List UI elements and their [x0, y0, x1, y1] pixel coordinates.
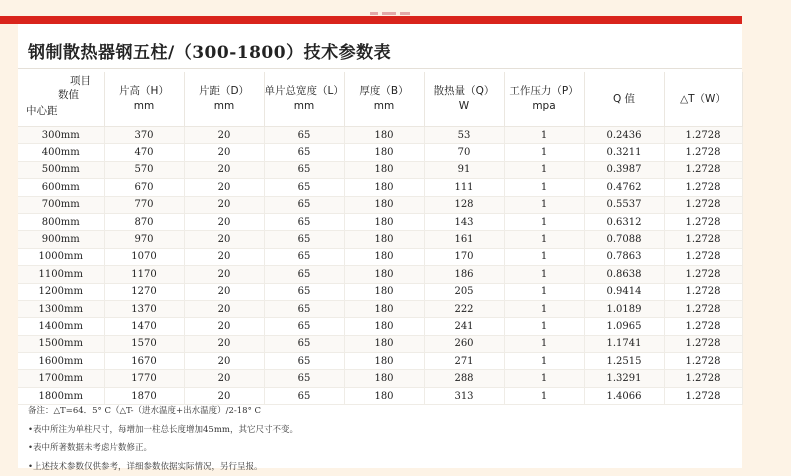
table-cell: 0.4762	[584, 179, 664, 196]
table-cell: 65	[264, 318, 344, 335]
table-row	[18, 127, 742, 144]
table-cell: 180	[344, 248, 424, 265]
table-cell: 111	[424, 179, 504, 196]
table-cell: 970	[104, 231, 184, 248]
table-cell: 1	[504, 266, 584, 283]
table-cell: 1.2728	[664, 387, 742, 404]
table-cell: 20	[184, 370, 264, 387]
center-distance-cell: 500mm	[18, 161, 104, 178]
note-item: •表中所著数据未考虑片数修正。	[28, 439, 298, 458]
center-distance-cell: 1600mm	[18, 353, 104, 370]
table-cell: 180	[344, 370, 424, 387]
table-cell: 65	[264, 196, 344, 213]
table-cell: 1	[504, 127, 584, 144]
table-row	[18, 318, 742, 335]
table-cell: 1	[504, 213, 584, 230]
column-header-name: 片高（H）	[105, 84, 184, 99]
table-cell: 65	[264, 353, 344, 370]
table-cell: 65	[264, 231, 344, 248]
note-item: •表中所注为单柱尺寸，每增加一柱总长度增加45mm，其它尺寸不变。	[28, 421, 298, 440]
table-cell: 1070	[104, 248, 184, 265]
table-cell: 1	[504, 196, 584, 213]
table-cell: 180	[344, 127, 424, 144]
column-header-name: 单片总宽度（L）	[265, 84, 344, 99]
table-cell: 1	[504, 248, 584, 265]
table-cell: 20	[184, 213, 264, 230]
column-header	[104, 72, 184, 127]
table-cell: 20	[184, 179, 264, 196]
table-cell: 20	[184, 144, 264, 161]
table-cell: 0.8638	[584, 266, 664, 283]
table-cell: 0.5537	[584, 196, 664, 213]
table-cell: 1	[504, 300, 584, 317]
center-distance-cell: 1300mm	[18, 300, 104, 317]
table-cell: 370	[104, 127, 184, 144]
center-distance-cell: 1000mm	[18, 248, 104, 265]
center-distance-cell: 1100mm	[18, 266, 104, 283]
note-item: •上述技术参数仅供参考，详细参数依据实际情况，另行呈报。	[28, 458, 298, 476]
table-cell: 180	[344, 144, 424, 161]
table-cell: 180	[344, 196, 424, 213]
table-cell: 0.2436	[584, 127, 664, 144]
table-cell: 1	[504, 144, 584, 161]
table-cell: 20	[184, 300, 264, 317]
table-cell: 288	[424, 370, 504, 387]
table-cell: 1.2728	[664, 213, 742, 230]
table-cell: 186	[424, 266, 504, 283]
column-header	[424, 72, 504, 127]
table-cell: 670	[104, 179, 184, 196]
table-cell: 180	[344, 161, 424, 178]
table-cell: 65	[264, 127, 344, 144]
table-cell: 65	[264, 179, 344, 196]
table-cell: 1	[504, 161, 584, 178]
table-cell: 20	[184, 283, 264, 300]
column-header	[664, 72, 742, 127]
table-cell: 1.2728	[664, 179, 742, 196]
table-cell: 1870	[104, 387, 184, 404]
column-header	[264, 72, 344, 127]
center-distance-cell: 900mm	[18, 231, 104, 248]
table-cell: 0.6312	[584, 213, 664, 230]
table-cell: 1	[504, 231, 584, 248]
table-cell: 20	[184, 266, 264, 283]
column-header	[504, 72, 584, 127]
column-header-name: Q 值	[585, 92, 664, 107]
center-distance-cell: 400mm	[18, 144, 104, 161]
table-cell: 65	[264, 370, 344, 387]
table-cell: 170	[424, 248, 504, 265]
table-cell: 53	[424, 127, 504, 144]
table-cell: 180	[344, 353, 424, 370]
column-header-name: 工作压力（P）	[505, 84, 584, 99]
center-distance-cell: 700mm	[18, 196, 104, 213]
table-cell: 180	[344, 231, 424, 248]
accent-bar	[0, 16, 742, 24]
column-header	[584, 72, 664, 127]
table-cell: 0.7863	[584, 248, 664, 265]
table-cell: 0.7088	[584, 231, 664, 248]
table-cell: 1.2728	[664, 300, 742, 317]
table-cell: 65	[264, 213, 344, 230]
table-cell: 65	[264, 283, 344, 300]
table-cell: 1.2728	[664, 318, 742, 335]
table-cell: 0.9414	[584, 283, 664, 300]
table-cell: 1.2728	[664, 161, 742, 178]
table-cell: 1270	[104, 283, 184, 300]
table-cell: 20	[184, 335, 264, 352]
table-cell: 20	[184, 127, 264, 144]
table-cell: 1.2728	[664, 353, 742, 370]
table-cell: 1.2728	[664, 266, 742, 283]
table-cell: 470	[104, 144, 184, 161]
table-cell: 313	[424, 387, 504, 404]
table-cell: 161	[424, 231, 504, 248]
table-cell: 65	[264, 161, 344, 178]
spec-table	[18, 72, 743, 405]
table-cell: 65	[264, 266, 344, 283]
column-header-unit: W	[425, 99, 504, 114]
table-row	[18, 179, 742, 196]
table-row	[18, 266, 742, 283]
table-cell: 1.1741	[584, 335, 664, 352]
column-header-unit: mm	[185, 99, 264, 114]
table-cell: 180	[344, 335, 424, 352]
center-distance-cell: 1400mm	[18, 318, 104, 335]
table-cell: 1570	[104, 335, 184, 352]
table-cell: 241	[424, 318, 504, 335]
column-header-name: 散热量（Q）	[425, 84, 504, 99]
table-row	[18, 231, 742, 248]
column-header-name: 片距（D）	[185, 84, 264, 99]
table-cell: 1	[504, 353, 584, 370]
table-cell: 570	[104, 161, 184, 178]
table-row	[18, 370, 742, 387]
notes	[28, 402, 298, 476]
table-cell: 180	[344, 213, 424, 230]
table-cell: 1.3291	[584, 370, 664, 387]
table-row	[18, 353, 742, 370]
table-cell: 20	[184, 387, 264, 404]
table-cell: 20	[184, 353, 264, 370]
table-header-row	[18, 72, 742, 127]
table-cell: 1.0189	[584, 300, 664, 317]
table-cell: 1.2728	[664, 370, 742, 387]
table-row	[18, 248, 742, 265]
table-cell: 1	[504, 179, 584, 196]
table-cell: 1.0965	[584, 318, 664, 335]
table-cell: 20	[184, 196, 264, 213]
column-header-unit: mm	[265, 99, 344, 114]
corner-header	[18, 72, 104, 127]
title-divider	[18, 68, 742, 69]
page-title: 钢制散热器钢五柱/（300-1800）技术参数表	[28, 38, 391, 63]
table-cell: 180	[344, 283, 424, 300]
table-row	[18, 144, 742, 161]
corner-label-value: 数值	[58, 88, 79, 103]
table-cell: 1	[504, 387, 584, 404]
center-distance-cell: 1700mm	[18, 370, 104, 387]
table-cell: 180	[344, 318, 424, 335]
center-distance-cell: 1800mm	[18, 387, 104, 404]
table-cell: 1.2728	[664, 231, 742, 248]
table-cell: 1170	[104, 266, 184, 283]
table-cell: 65	[264, 387, 344, 404]
table-cell: 1770	[104, 370, 184, 387]
table-cell: 1.2515	[584, 353, 664, 370]
table-row	[18, 161, 742, 178]
table-cell: 143	[424, 213, 504, 230]
table-cell: 1.2728	[664, 127, 742, 144]
table-cell: 65	[264, 144, 344, 161]
center-distance-cell: 1200mm	[18, 283, 104, 300]
center-distance-cell: 600mm	[18, 179, 104, 196]
center-distance-cell: 300mm	[18, 127, 104, 144]
table-cell: 1670	[104, 353, 184, 370]
table-row	[18, 283, 742, 300]
center-distance-cell: 800mm	[18, 213, 104, 230]
table-cell: 20	[184, 231, 264, 248]
table-cell: 180	[344, 179, 424, 196]
table-cell: 1.2728	[664, 335, 742, 352]
column-header-unit: mm	[345, 99, 424, 114]
table-cell: 1	[504, 318, 584, 335]
table-row	[18, 196, 742, 213]
table-cell: 128	[424, 196, 504, 213]
table-cell: 180	[344, 266, 424, 283]
table-cell: 205	[424, 283, 504, 300]
column-header	[344, 72, 424, 127]
table-cell: 20	[184, 318, 264, 335]
table-cell: 180	[344, 387, 424, 404]
table-cell: 1.2728	[664, 144, 742, 161]
table-cell: 271	[424, 353, 504, 370]
table-cell: 1	[504, 370, 584, 387]
spec-panel	[18, 24, 742, 468]
table-cell: 180	[344, 300, 424, 317]
column-header-name: 厚度（B）	[345, 84, 424, 99]
table-cell: 1.2728	[664, 248, 742, 265]
table-cell: 91	[424, 161, 504, 178]
table-cell: 1	[504, 335, 584, 352]
column-header	[184, 72, 264, 127]
column-header-unit: mpa	[505, 99, 584, 114]
top-decoration	[370, 0, 430, 3]
table-cell: 1.2728	[664, 196, 742, 213]
table-cell: 1.2728	[664, 283, 742, 300]
table-row	[18, 335, 742, 352]
table-body	[18, 127, 742, 405]
table-cell: 770	[104, 196, 184, 213]
table-cell: 20	[184, 161, 264, 178]
note-remark: 备注：△T=64．5° C（△T-（进水温度+出水温度）/2-18° C	[28, 402, 298, 421]
table-cell: 0.3211	[584, 144, 664, 161]
table-cell: 0.3987	[584, 161, 664, 178]
table-row	[18, 300, 742, 317]
corner-label-center-distance: 中心距	[26, 104, 58, 119]
table-cell: 1470	[104, 318, 184, 335]
table-cell: 222	[424, 300, 504, 317]
table-cell: 65	[264, 300, 344, 317]
table-cell: 260	[424, 335, 504, 352]
table-cell: 65	[264, 335, 344, 352]
center-distance-cell: 1500mm	[18, 335, 104, 352]
table-cell: 65	[264, 248, 344, 265]
corner-label-item: 项目	[70, 74, 91, 89]
table-row	[18, 213, 742, 230]
table-cell: 70	[424, 144, 504, 161]
column-header-name: △T（W）	[665, 92, 742, 107]
table-cell: 870	[104, 213, 184, 230]
column-header-unit: mm	[105, 99, 184, 114]
table-cell: 1	[504, 283, 584, 300]
table-cell: 1.4066	[584, 387, 664, 404]
table-cell: 1370	[104, 300, 184, 317]
table-cell: 20	[184, 248, 264, 265]
